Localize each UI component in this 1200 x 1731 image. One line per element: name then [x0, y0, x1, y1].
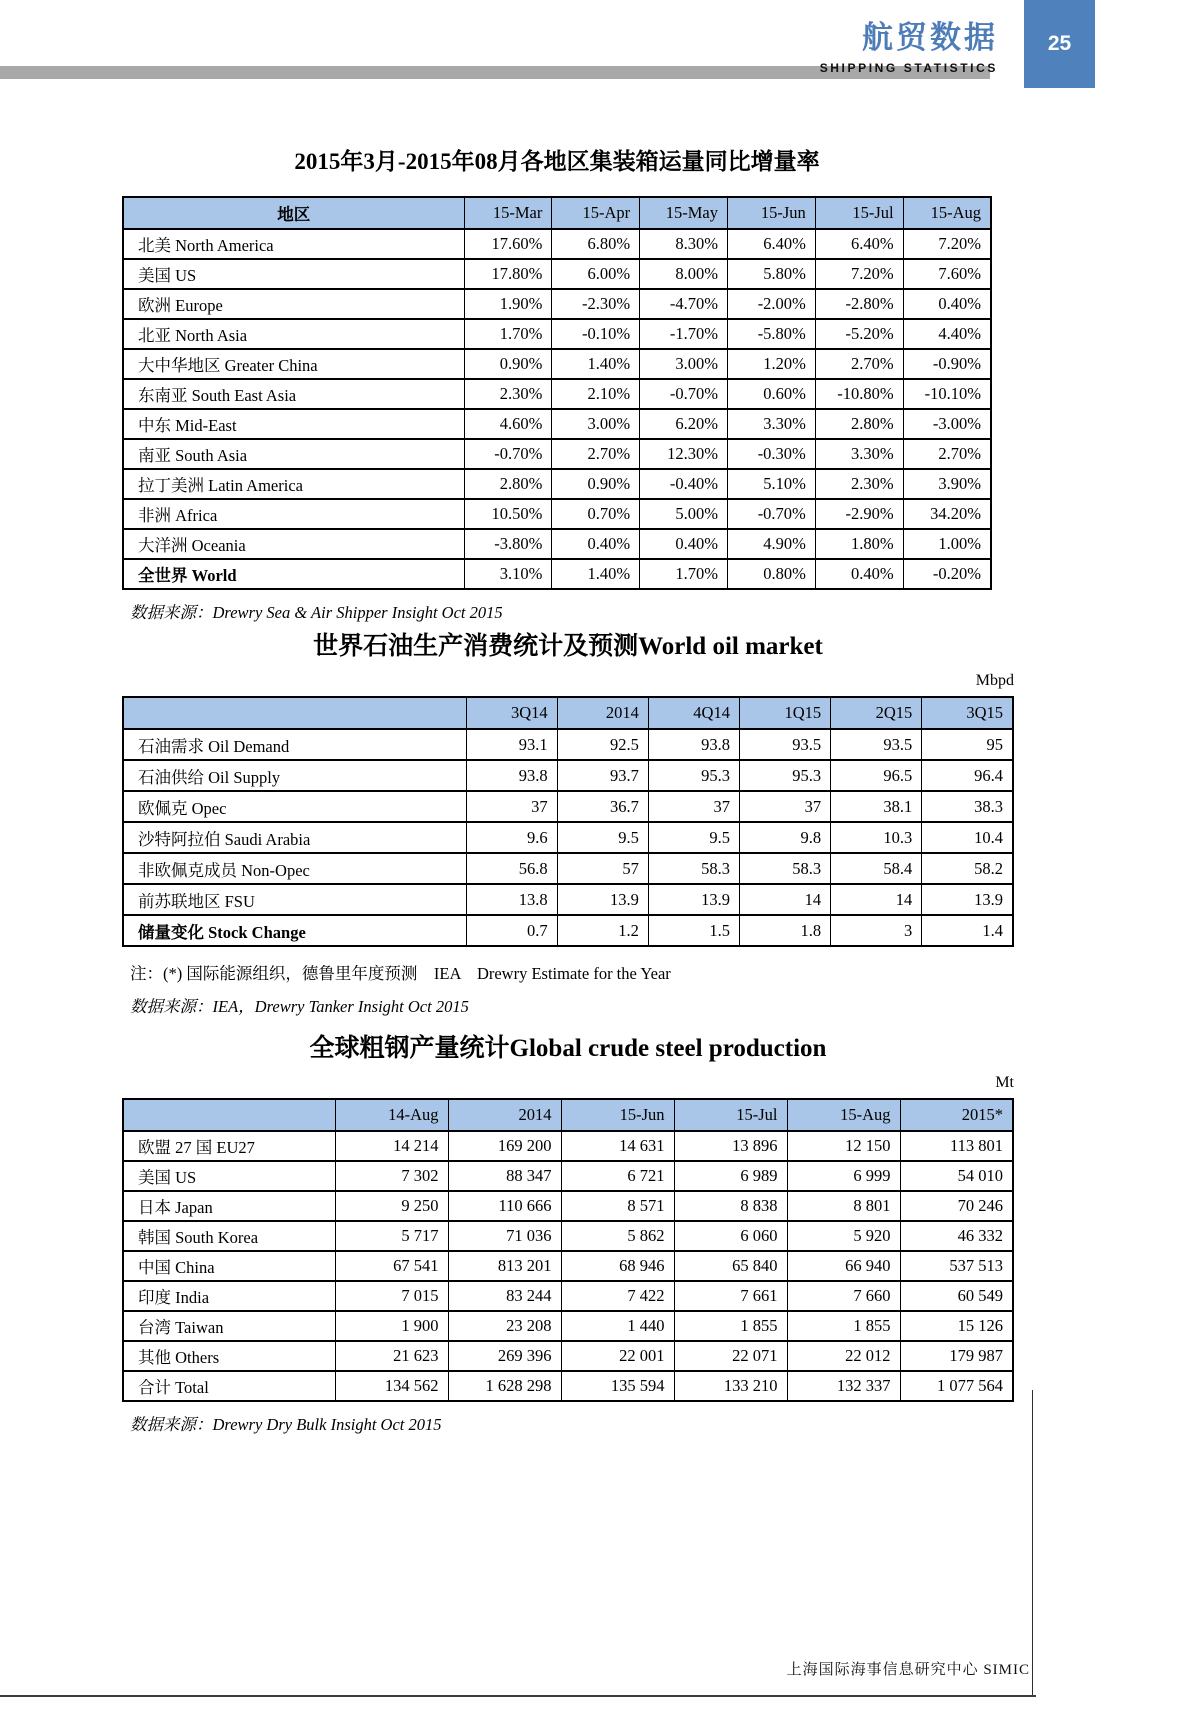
- value-cell: -0.70%: [464, 439, 552, 469]
- value-cell: -0.20%: [903, 559, 991, 589]
- value-cell: 93.8: [648, 729, 739, 760]
- column-header: [123, 1099, 335, 1131]
- value-cell: 269 396: [448, 1341, 561, 1371]
- value-cell: -0.70%: [727, 499, 815, 529]
- row-label-cell: 欧盟 27 国 EU27: [123, 1131, 335, 1161]
- table-row: [123, 1251, 1013, 1281]
- value-cell: 4.40%: [903, 319, 991, 349]
- column-header: 1Q15: [739, 697, 830, 729]
- value-cell: 7.20%: [903, 229, 991, 259]
- table-row: [123, 1281, 1013, 1311]
- value-cell: -2.30%: [552, 289, 640, 319]
- row-label-cell: 拉丁美洲 Latin America: [123, 469, 464, 499]
- table-row: [123, 469, 991, 499]
- value-cell: -1.70%: [640, 319, 728, 349]
- row-label-cell: 石油需求 Oil Demand: [123, 729, 466, 760]
- row-label-cell: 韩国 South Korea: [123, 1221, 335, 1251]
- value-cell: 37: [739, 791, 830, 822]
- table-row: [123, 791, 1013, 822]
- table-row: [123, 289, 991, 319]
- value-cell: 2.30%: [815, 469, 903, 499]
- value-cell: 1.2: [557, 915, 648, 946]
- column-header: 15-Jul: [815, 197, 903, 229]
- value-cell: 1.8: [739, 915, 830, 946]
- table-row: [123, 319, 991, 349]
- page-header-title-en: SHIPPING STATISTICS: [819, 60, 998, 75]
- value-cell: 1.40%: [552, 349, 640, 379]
- value-cell: -5.20%: [815, 319, 903, 349]
- column-header: 15-Apr: [552, 197, 640, 229]
- value-cell: 38.1: [831, 791, 922, 822]
- table-head: [123, 1099, 1013, 1131]
- value-cell: -2.80%: [815, 289, 903, 319]
- value-cell: 13.9: [557, 884, 648, 915]
- table-row: [123, 884, 1013, 915]
- value-cell: 0.40%: [552, 529, 640, 559]
- table-title: 全球粗钢产量统计Global crude steel production: [309, 1035, 827, 1062]
- footer-divider-line: [0, 1695, 1036, 1697]
- value-cell: 14 214: [335, 1131, 448, 1161]
- value-cell: 93.7: [557, 760, 648, 791]
- row-label-cell: 日本 Japan: [123, 1191, 335, 1221]
- value-cell: 60 549: [900, 1281, 1013, 1311]
- value-cell: 6.40%: [727, 229, 815, 259]
- value-cell: 5.00%: [640, 499, 728, 529]
- value-cell: 22 001: [561, 1341, 674, 1371]
- value-cell: 96.5: [831, 760, 922, 791]
- value-cell: 135 594: [561, 1371, 674, 1401]
- value-cell: 3.00%: [552, 409, 640, 439]
- row-label-cell: 北美 North America: [123, 229, 464, 259]
- value-cell: 3.30%: [727, 409, 815, 439]
- value-cell: 17.60%: [464, 229, 552, 259]
- table-row: [123, 729, 1013, 760]
- column-header: 15-Jul: [674, 1099, 787, 1131]
- value-cell: -0.90%: [903, 349, 991, 379]
- table-header-row: [123, 197, 991, 229]
- value-cell: 1.90%: [464, 289, 552, 319]
- value-cell: 1 855: [787, 1311, 900, 1341]
- value-cell: 0.7: [466, 915, 557, 946]
- table-body: [123, 1131, 1013, 1401]
- value-cell: 8.30%: [640, 229, 728, 259]
- value-cell: 1.5: [648, 915, 739, 946]
- section-oil-market: [122, 626, 1014, 1017]
- value-cell: 93.5: [739, 729, 830, 760]
- value-cell: 37: [466, 791, 557, 822]
- value-cell: 7.20%: [815, 259, 903, 289]
- table-row: [123, 559, 991, 589]
- value-cell: 1 855: [674, 1311, 787, 1341]
- value-cell: 67 541: [335, 1251, 448, 1281]
- value-cell: 95.3: [739, 760, 830, 791]
- value-cell: 95: [922, 729, 1013, 760]
- oil-market-table: [122, 696, 1014, 947]
- page-number: 25: [1047, 32, 1072, 55]
- row-label-cell: 大洋洲 Oceania: [123, 529, 464, 559]
- row-label-cell: 非洲 Africa: [123, 499, 464, 529]
- value-cell: 3.00%: [640, 349, 728, 379]
- value-cell: 2.10%: [552, 379, 640, 409]
- value-cell: 1.4: [922, 915, 1013, 946]
- value-cell: 0.40%: [815, 559, 903, 589]
- value-cell: 2.70%: [903, 439, 991, 469]
- value-cell: 179 987: [900, 1341, 1013, 1371]
- value-cell: 9 250: [335, 1191, 448, 1221]
- value-cell: 1 628 298: [448, 1371, 561, 1401]
- value-cell: 10.50%: [464, 499, 552, 529]
- value-cell: 813 201: [448, 1251, 561, 1281]
- value-cell: 3.30%: [815, 439, 903, 469]
- table-row: [123, 229, 991, 259]
- value-cell: 22 071: [674, 1341, 787, 1371]
- value-cell: 134 562: [335, 1371, 448, 1401]
- column-header: 3Q15: [922, 697, 1013, 729]
- row-label-cell: 东南亚 South East Asia: [123, 379, 464, 409]
- container-volume-table: [122, 196, 992, 590]
- table-body: [123, 729, 1013, 946]
- value-cell: 5.80%: [727, 259, 815, 289]
- table-body: [123, 229, 991, 589]
- row-label-cell: 台湾 Taiwan: [123, 1311, 335, 1341]
- value-cell: 58.3: [739, 853, 830, 884]
- table-row: [123, 853, 1013, 884]
- table-row: [123, 1311, 1013, 1341]
- value-cell: 9.5: [557, 822, 648, 853]
- row-label-cell: 合计 Total: [123, 1371, 335, 1401]
- value-cell: 83 244: [448, 1281, 561, 1311]
- column-header: 地区: [123, 197, 464, 229]
- value-cell: 36.7: [557, 791, 648, 822]
- table-row: [123, 529, 991, 559]
- table-header-row: [123, 1099, 1013, 1131]
- value-cell: 34.20%: [903, 499, 991, 529]
- value-cell: 2.70%: [815, 349, 903, 379]
- value-cell: 1.40%: [552, 559, 640, 589]
- table-row: [123, 259, 991, 289]
- value-cell: -2.00%: [727, 289, 815, 319]
- table-head: [123, 197, 991, 229]
- value-cell: 6 721: [561, 1161, 674, 1191]
- row-label-cell: 欧洲 Europe: [123, 289, 464, 319]
- footer-publisher: 上海国际海事信息研究中心 SIMIC: [786, 1662, 1030, 1678]
- page-number-badge: [1024, 0, 1095, 88]
- value-cell: -0.30%: [727, 439, 815, 469]
- row-label-cell: 欧佩克 Opec: [123, 791, 466, 822]
- value-cell: 0.80%: [727, 559, 815, 589]
- column-header: 3Q14: [466, 697, 557, 729]
- value-cell: 7.60%: [903, 259, 991, 289]
- value-cell: 56.8: [466, 853, 557, 884]
- value-cell: 10.4: [922, 822, 1013, 853]
- page-header-title-cn: 航贸数据: [862, 20, 998, 55]
- value-cell: 65 840: [674, 1251, 787, 1281]
- value-cell: 0.60%: [727, 379, 815, 409]
- value-cell: 10.3: [831, 822, 922, 853]
- data-source-note: 数据来源：Drewry Sea & Air Shipper Insight Oct 2015: [130, 603, 503, 622]
- column-header: 2014: [557, 697, 648, 729]
- row-label-cell: 储量变化 Stock Change: [123, 915, 466, 946]
- value-cell: 7 661: [674, 1281, 787, 1311]
- value-cell: 113 801: [900, 1131, 1013, 1161]
- value-cell: 2.70%: [552, 439, 640, 469]
- value-cell: 169 200: [448, 1131, 561, 1161]
- column-header: 15-May: [640, 197, 728, 229]
- value-cell: 0.70%: [552, 499, 640, 529]
- value-cell: -3.80%: [464, 529, 552, 559]
- table-row: [123, 1161, 1013, 1191]
- row-label-cell: 印度 India: [123, 1281, 335, 1311]
- value-cell: 57: [557, 853, 648, 884]
- value-cell: 23 208: [448, 1311, 561, 1341]
- value-cell: 9.8: [739, 822, 830, 853]
- table-row: [123, 379, 991, 409]
- table-header-row: [123, 697, 1013, 729]
- row-label-cell: 其他 Others: [123, 1341, 335, 1371]
- unit-label: Mt: [995, 1074, 1014, 1091]
- value-cell: 13 896: [674, 1131, 787, 1161]
- value-cell: 133 210: [674, 1371, 787, 1401]
- value-cell: 9.5: [648, 822, 739, 853]
- table-row: [123, 1221, 1013, 1251]
- value-cell: 7 015: [335, 1281, 448, 1311]
- table-row: [123, 760, 1013, 791]
- value-cell: 88 347: [448, 1161, 561, 1191]
- value-cell: 0.40%: [640, 529, 728, 559]
- table-row: [123, 409, 991, 439]
- value-cell: 8 571: [561, 1191, 674, 1221]
- value-cell: 1 440: [561, 1311, 674, 1341]
- value-cell: 95.3: [648, 760, 739, 791]
- value-cell: 1.70%: [464, 319, 552, 349]
- value-cell: 5 920: [787, 1221, 900, 1251]
- value-cell: 96.4: [922, 760, 1013, 791]
- table-row: [123, 1191, 1013, 1221]
- value-cell: 5 862: [561, 1221, 674, 1251]
- value-cell: -4.70%: [640, 289, 728, 319]
- row-label-cell: 非欧佩克成员 Non-Opec: [123, 853, 466, 884]
- value-cell: 58.3: [648, 853, 739, 884]
- value-cell: 132 337: [787, 1371, 900, 1401]
- value-cell: 0.90%: [464, 349, 552, 379]
- table-row: [123, 915, 1013, 946]
- value-cell: 110 666: [448, 1191, 561, 1221]
- row-label-cell: 沙特阿拉伯 Saudi Arabia: [123, 822, 466, 853]
- column-header: 2Q15: [831, 697, 922, 729]
- column-header: 2014: [448, 1099, 561, 1131]
- data-source-note: 数据来源：IEA，Drewry Tanker Insight Oct 2015: [130, 997, 469, 1016]
- row-label-cell: 石油供给 Oil Supply: [123, 760, 466, 791]
- value-cell: 6 060: [674, 1221, 787, 1251]
- value-cell: 6.20%: [640, 409, 728, 439]
- table-title: 世界石油生产消费统计及预测World oil market: [313, 633, 823, 660]
- column-header: 15-Aug: [903, 197, 991, 229]
- value-cell: 1 900: [335, 1311, 448, 1341]
- value-cell: 4.90%: [727, 529, 815, 559]
- table-row: [123, 349, 991, 379]
- value-cell: 7 422: [561, 1281, 674, 1311]
- value-cell: 70 246: [900, 1191, 1013, 1221]
- value-cell: 92.5: [557, 729, 648, 760]
- column-header: 2015*: [900, 1099, 1013, 1131]
- row-label-cell: 南亚 South Asia: [123, 439, 464, 469]
- data-source-note: 数据来源：Drewry Dry Bulk Insight Oct 2015: [130, 1415, 442, 1434]
- value-cell: 4.60%: [464, 409, 552, 439]
- value-cell: 3.10%: [464, 559, 552, 589]
- value-cell: 7 660: [787, 1281, 900, 1311]
- value-cell: 1.70%: [640, 559, 728, 589]
- value-cell: -10.80%: [815, 379, 903, 409]
- value-cell: 8 801: [787, 1191, 900, 1221]
- value-cell: 6 999: [787, 1161, 900, 1191]
- value-cell: 13.9: [922, 884, 1013, 915]
- value-cell: 8.00%: [640, 259, 728, 289]
- table-row: [123, 499, 991, 529]
- column-header: 15-Mar: [464, 197, 552, 229]
- table-row: [123, 439, 991, 469]
- value-cell: 8 838: [674, 1191, 787, 1221]
- value-cell: 6.40%: [815, 229, 903, 259]
- value-cell: 14: [739, 884, 830, 915]
- value-cell: 14: [831, 884, 922, 915]
- value-cell: -2.90%: [815, 499, 903, 529]
- value-cell: 13.8: [466, 884, 557, 915]
- row-label-cell: 中国 China: [123, 1251, 335, 1281]
- value-cell: 537 513: [900, 1251, 1013, 1281]
- section-container-volume: [122, 143, 1014, 623]
- value-cell: 6 989: [674, 1161, 787, 1191]
- column-header: 15-Aug: [787, 1099, 900, 1131]
- value-cell: 3: [831, 915, 922, 946]
- value-cell: 93.5: [831, 729, 922, 760]
- right-margin-rule: [1032, 1390, 1033, 1696]
- value-cell: 2.30%: [464, 379, 552, 409]
- value-cell: -3.00%: [903, 409, 991, 439]
- row-label-cell: 全世界 World: [123, 559, 464, 589]
- table-footnote: 注：(*) 国际能源组织，德鲁里年度预测 IEA Drewry Estimate for the Year: [130, 964, 671, 983]
- value-cell: 3.90%: [903, 469, 991, 499]
- value-cell: 7 302: [335, 1161, 448, 1191]
- table-row: [123, 1341, 1013, 1371]
- value-cell: 37: [648, 791, 739, 822]
- value-cell: 1 077 564: [900, 1371, 1013, 1401]
- value-cell: 2.80%: [464, 469, 552, 499]
- row-label-cell: 前苏联地区 FSU: [123, 884, 466, 915]
- value-cell: 93.8: [466, 760, 557, 791]
- value-cell: 0.90%: [552, 469, 640, 499]
- value-cell: 46 332: [900, 1221, 1013, 1251]
- value-cell: 9.6: [466, 822, 557, 853]
- row-label-cell: 北亚 North Asia: [123, 319, 464, 349]
- value-cell: 6.00%: [552, 259, 640, 289]
- value-cell: -5.80%: [727, 319, 815, 349]
- value-cell: 71 036: [448, 1221, 561, 1251]
- value-cell: 66 940: [787, 1251, 900, 1281]
- value-cell: 14 631: [561, 1131, 674, 1161]
- row-label-cell: 美国 US: [123, 259, 464, 289]
- value-cell: 22 012: [787, 1341, 900, 1371]
- value-cell: 38.3: [922, 791, 1013, 822]
- value-cell: 54 010: [900, 1161, 1013, 1191]
- value-cell: -0.70%: [640, 379, 728, 409]
- row-label-cell: 大中华地区 Greater China: [123, 349, 464, 379]
- value-cell: 1.20%: [727, 349, 815, 379]
- value-cell: 0.40%: [903, 289, 991, 319]
- value-cell: 15 126: [900, 1311, 1013, 1341]
- value-cell: 21 623: [335, 1341, 448, 1371]
- value-cell: 1.80%: [815, 529, 903, 559]
- value-cell: 5 717: [335, 1221, 448, 1251]
- value-cell: 58.2: [922, 853, 1013, 884]
- table-head: [123, 697, 1013, 729]
- column-header: 14-Aug: [335, 1099, 448, 1131]
- value-cell: -0.40%: [640, 469, 728, 499]
- value-cell: -10.10%: [903, 379, 991, 409]
- value-cell: 12 150: [787, 1131, 900, 1161]
- column-header: [123, 697, 466, 729]
- value-cell: -0.10%: [552, 319, 640, 349]
- column-header: 15-Jun: [727, 197, 815, 229]
- row-label-cell: 中东 Mid-East: [123, 409, 464, 439]
- crude-steel-table: [122, 1098, 1014, 1402]
- row-label-cell: 美国 US: [123, 1161, 335, 1191]
- page-header: [600, 20, 998, 75]
- value-cell: 93.1: [466, 729, 557, 760]
- column-header: 4Q14: [648, 697, 739, 729]
- column-header: 15-Jun: [561, 1099, 674, 1131]
- value-cell: 58.4: [831, 853, 922, 884]
- table-row: [123, 822, 1013, 853]
- value-cell: 68 946: [561, 1251, 674, 1281]
- value-cell: 1.00%: [903, 529, 991, 559]
- value-cell: 17.80%: [464, 259, 552, 289]
- value-cell: 12.30%: [640, 439, 728, 469]
- value-cell: 13.9: [648, 884, 739, 915]
- table-row: [123, 1371, 1013, 1401]
- section-crude-steel: [122, 1028, 1014, 1435]
- value-cell: 2.80%: [815, 409, 903, 439]
- value-cell: 5.10%: [727, 469, 815, 499]
- unit-label: Mbpd: [975, 672, 1014, 689]
- table-row: [123, 1131, 1013, 1161]
- value-cell: 6.80%: [552, 229, 640, 259]
- table-title: 2015年3月-2015年08月各地区集装箱运量同比增量率: [294, 149, 820, 174]
